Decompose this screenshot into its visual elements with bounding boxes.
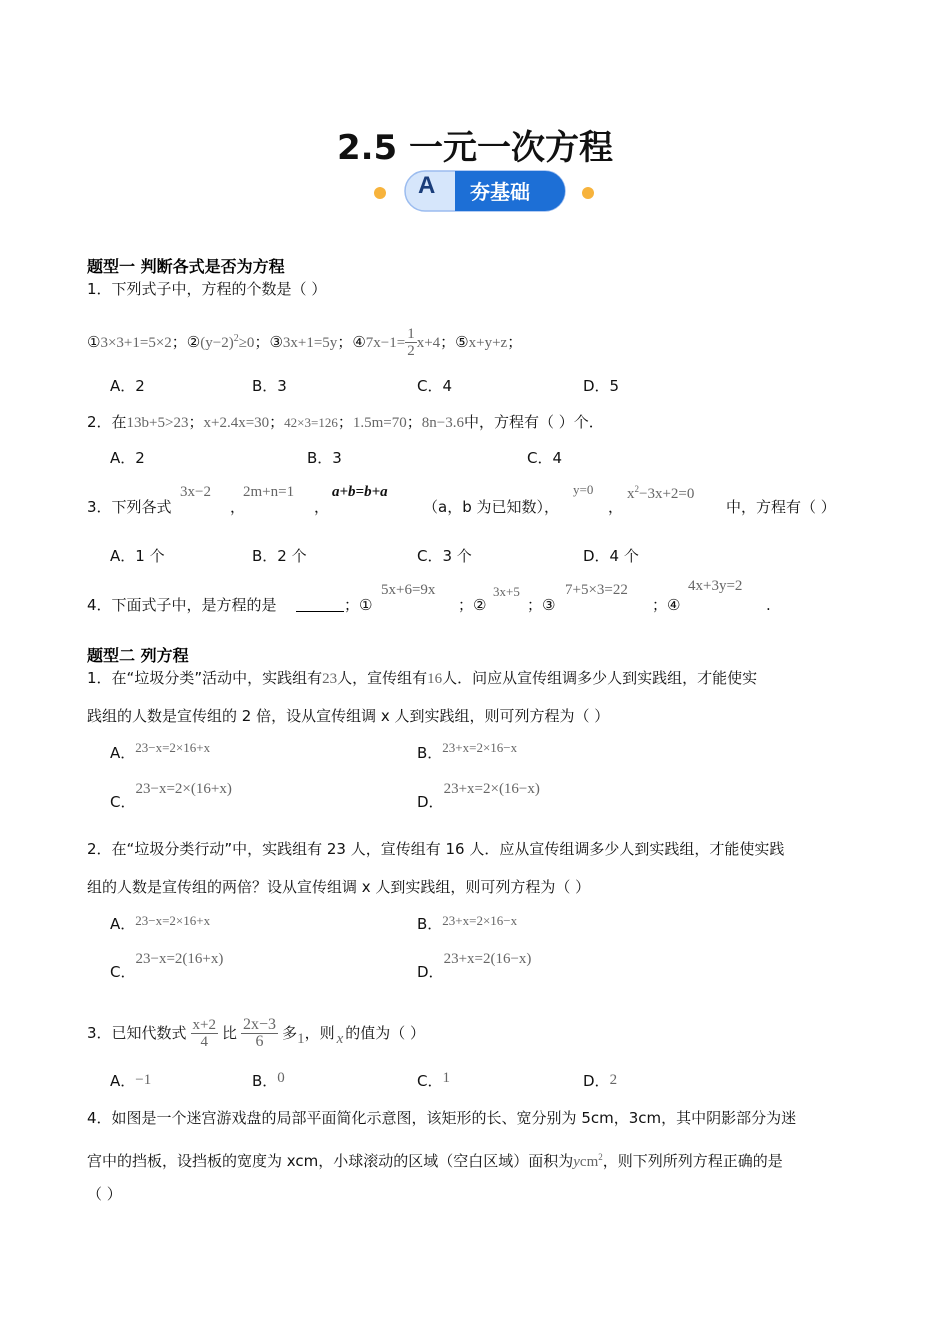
s1-q3-option-d[interactable]: D．4 个 bbox=[583, 547, 639, 565]
s1-q1-option-d[interactable]: D．5 bbox=[583, 377, 620, 395]
s1-q3-expr4: y=0 bbox=[573, 482, 594, 497]
s1-q3-expr3: a+b=b+a bbox=[332, 484, 388, 500]
s1-q4-expr1: 5x+6=9x bbox=[381, 582, 436, 598]
s1-q3-suffix: 中，方程有（ ） bbox=[726, 498, 836, 516]
s1-q4-expr2: 3x+5 bbox=[493, 584, 520, 599]
s2-q1-option-c[interactable]: C．23−x=2×(16+x) bbox=[110, 781, 232, 811]
s1-q4-expr4: 4x+3y=2 bbox=[688, 578, 743, 594]
s1-q1-stem: 1．下列式子中，方程的个数是（ ） bbox=[87, 280, 327, 298]
s2-q2-option-d[interactable]: D．23+x=2(16−x) bbox=[417, 951, 532, 981]
s1-q3-expr1: 3x−2 bbox=[180, 484, 211, 500]
s2-q2-option-a[interactable]: A．23−x=2×16+x bbox=[110, 913, 211, 933]
s1-q4-sep4: ；④ bbox=[652, 596, 681, 614]
s1-q2-option-c[interactable]: C．4 bbox=[527, 449, 563, 467]
s2-q1-line1: 1．在“垃圾分类”活动中，实践组有23人，宣传组有16人．问应从宣传组调多少人到实践组，才能使实 bbox=[87, 669, 758, 687]
s2-q3-stem: 3．已知代数式 $\frac{x+2}{4}$ 比 $\frac{2x-3}{6}$ 多 1 ，则 x 的值为（ ） bbox=[87, 1015, 426, 1050]
dot-left-icon bbox=[374, 187, 386, 199]
dot-right-icon bbox=[582, 187, 594, 199]
s1-q4-expr3: 7+5×3=22 bbox=[565, 582, 628, 598]
s2-q4-line3: （ ） bbox=[87, 1185, 122, 1203]
s1-q3-expr5: $x^2-3x+2=0$ bbox=[627, 484, 695, 502]
s1-q3-sep1: ， bbox=[230, 498, 246, 516]
s1-q1-option-c[interactable]: C．4 bbox=[417, 377, 453, 395]
s1-q3-note: （a，b 为已知数）， bbox=[423, 498, 559, 516]
s1-q4-end: . bbox=[766, 596, 771, 614]
s1-q3-sep3: ， bbox=[608, 498, 624, 516]
s1-q4-sep1: ；① bbox=[344, 596, 373, 614]
s2-q1-line2: 践组的人数是宣传组的 2 倍，设从宣传组调 x 人到实践组，则可列方程为（ ） bbox=[87, 707, 610, 725]
s1-q4-blank[interactable] bbox=[296, 597, 344, 612]
s2-q1-option-d[interactable]: D．23+x=2×(16−x) bbox=[417, 781, 540, 811]
s1-q4-prefix: 4．下面式子中，是方程的是 bbox=[87, 596, 277, 614]
s1-q2-option-b[interactable]: B．3 bbox=[307, 449, 342, 467]
s1-q1-option-b[interactable]: B．3 bbox=[252, 377, 287, 395]
s2-q1-option-a[interactable]: A．23−x=2×16+x bbox=[110, 740, 211, 762]
badge-letter: A bbox=[418, 172, 436, 199]
s2-q3-option-d[interactable]: D．2 bbox=[583, 1072, 618, 1090]
page-title: 2.5 一元一次方程 bbox=[336, 128, 614, 168]
s1-q2-stem: 2．在13b+5>23；x+2.4x=30；42×3=126；1.5m=70；8n−3.6中，方程有（ ）个． bbox=[87, 413, 604, 431]
s1-q2-option-a[interactable]: A．2 bbox=[110, 449, 145, 467]
s1-q4-sep3: ；③ bbox=[527, 596, 556, 614]
s1-q3-option-a[interactable]: A．1 个 bbox=[110, 547, 165, 565]
s1-q3-expr2: 2m+n=1 bbox=[243, 484, 295, 500]
s1-q1-items: ①3×3+1=5×2；$②(y-2)^2\ge 0$；③3x+1=5y；④7x−1= $\frac{1}{2}$ x+4；⑤x+y+z； bbox=[87, 326, 523, 359]
section2-heading: 题型二 列方程 bbox=[87, 646, 189, 665]
s2-q3-option-a[interactable]: A．−1 bbox=[110, 1072, 152, 1090]
s2-q4-line1: 4．如图是一个迷宫游戏盘的局部平面简化示意图，该矩形的长、宽分别为 5cm，3cm，其中阴影部分为迷 bbox=[87, 1109, 797, 1127]
s2-q4-line2: 宫中的挡板，设挡板的宽度为 xcm，小球滚动的区域（空白区域）面积为ycm$^2$，则下列所列方程正确的是 bbox=[87, 1152, 783, 1170]
s1-q3-prefix: 3．下列各式 bbox=[87, 498, 172, 516]
s2-q2-option-b[interactable]: B．23+x=2×16−x bbox=[417, 913, 518, 933]
s1-q3-option-b[interactable]: B．2 个 bbox=[252, 547, 307, 565]
badge-text: 夯基础 bbox=[470, 180, 530, 204]
s1-q3-sep2: ， bbox=[314, 498, 330, 516]
s1-q3-option-c[interactable]: C．3 个 bbox=[417, 547, 472, 565]
s2-q2-line1: 2．在“垃圾分类行动”中，实践组有 23 人，宣传组有 16 人．应从宣传组调多少人到实践组，才能使实践 bbox=[87, 840, 785, 858]
s2-q3-option-c[interactable]: C．1 bbox=[417, 1070, 450, 1090]
s2-q1-option-b[interactable]: B．23+x=2×16−x bbox=[417, 740, 518, 762]
s2-q2-option-c[interactable]: C．23−x=2(16+x) bbox=[110, 951, 224, 981]
s2-q2-line2: 组的人数是宣传组的两倍？设从宣传组调 x 人到实践组，则可列方程为（ ） bbox=[87, 878, 591, 896]
s1-q4-sep2: ；② bbox=[458, 596, 487, 614]
s1-q1-option-a[interactable]: A．2 bbox=[110, 377, 145, 395]
s2-q3-option-b[interactable]: B．0 bbox=[252, 1070, 285, 1090]
section1-heading: 题型一 判断各式是否为方程 bbox=[87, 257, 285, 276]
